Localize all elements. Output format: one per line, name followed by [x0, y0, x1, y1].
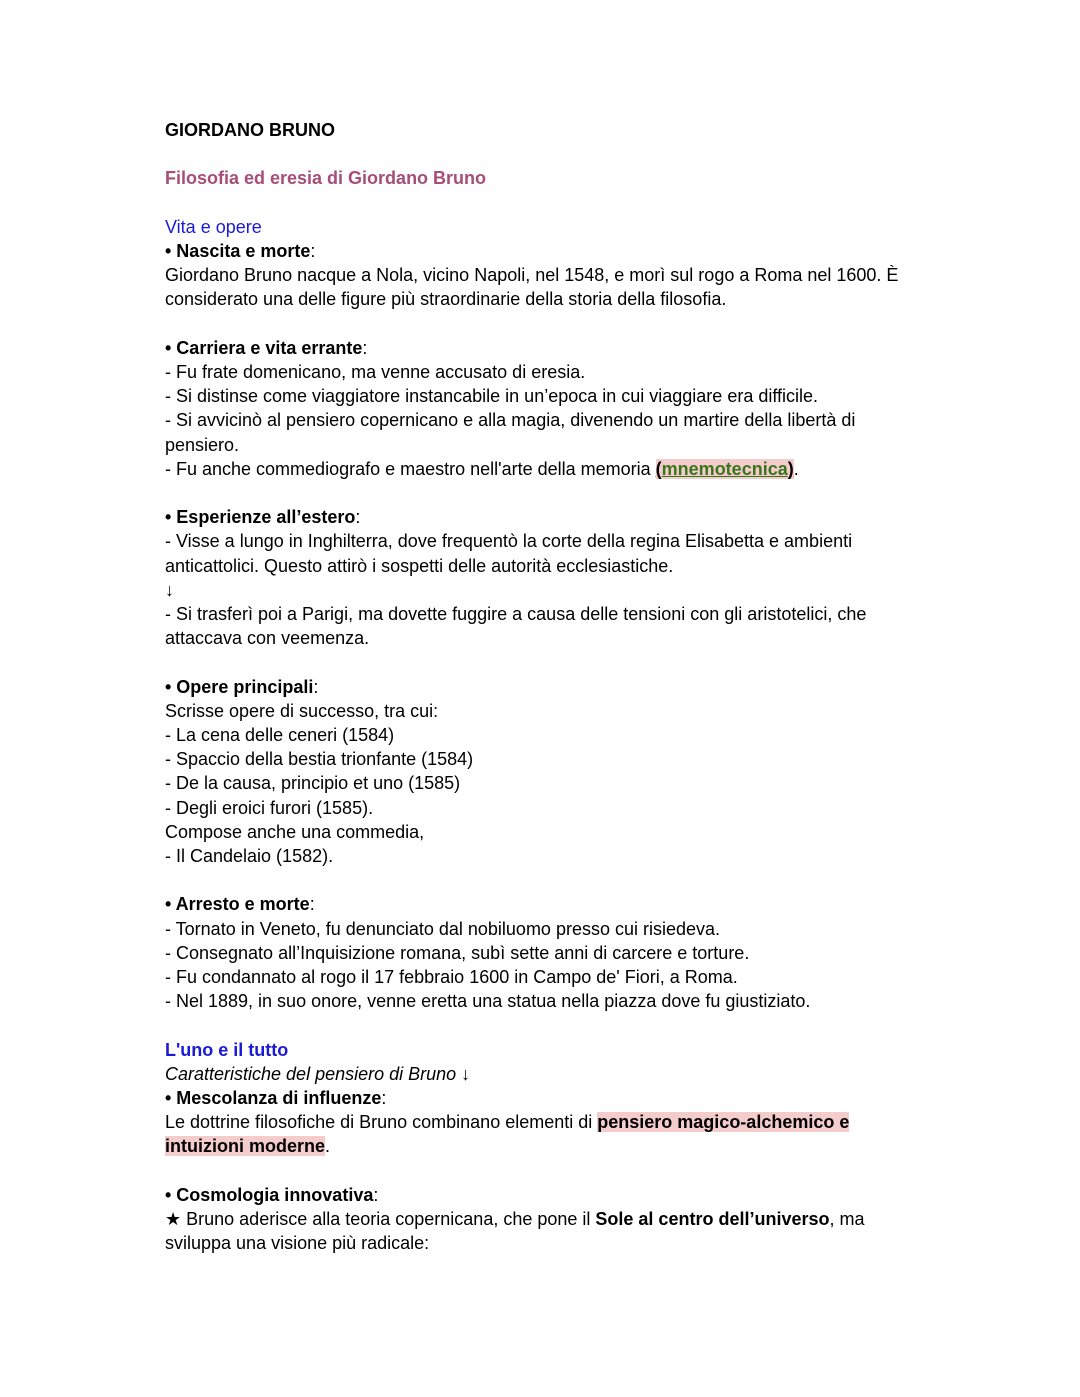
estero-label: • Esperienze all’estero — [165, 507, 356, 528]
cosmologia-text-prefix: ★ Bruno aderisce alla teoria copernicana, che pone il — [165, 1209, 596, 1230]
colon: : — [373, 1184, 379, 1205]
arresto-label-line — [165, 892, 925, 916]
paren-close: ) — [787, 458, 794, 479]
mescolanza-highlight: pensiero magico-alchemico e intuizioni moderne — [165, 1112, 850, 1157]
nascita-label-line — [165, 239, 925, 263]
document-body — [165, 118, 925, 1255]
document-subtitle: Filosofia ed eresia di Giordano Bruno — [165, 168, 487, 189]
colon: : — [309, 894, 315, 915]
section-heading-vita-e-opere: Vita e opere — [165, 216, 262, 237]
carriera-line-4-text: - Fu anche commediografo e maestro nell'arte della memoria — [165, 458, 656, 479]
document-title: GIORDANO BRUNO — [165, 120, 335, 140]
colon: : — [313, 676, 319, 697]
caratteristiche-subheading: Caratteristiche del pensiero di Bruno ↓ — [165, 1063, 471, 1084]
carriera-line-3: - Si avvicinò al pensiero copernicano e alla magia, divenendo un martire della libertà di pensiero. — [165, 410, 856, 455]
mescolanza-text-prefix: Le dottrine filosofiche di Bruno combinano elementi di — [165, 1112, 598, 1133]
section-heading-uno-e-tutto: L'uno e il tutto — [165, 1039, 289, 1060]
nascita-label: • Nascita e morte — [165, 240, 311, 261]
commedia-item: - Il Candelaio (1582). — [165, 846, 334, 867]
colon: : — [310, 240, 316, 261]
mescolanza-label: • Mescolanza di influenze — [165, 1088, 382, 1109]
carriera-line-4 — [165, 457, 925, 481]
estero-line-2: - Si trasferì poi a Parigi, ma dovette fuggire a causa delle tensioni con gli aristotelici, che attaccava con veemenza. — [165, 604, 867, 649]
commedia-intro: Compose anche una commedia, — [165, 821, 425, 842]
opera-item: - La cena delle ceneri (1584) — [165, 725, 395, 745]
carriera-label: • Carriera e vita errante — [165, 337, 363, 358]
colon: : — [355, 507, 361, 528]
mnemotecnica-text: mnemotecnica — [661, 458, 788, 479]
opera-item: - Degli eroici furori (1585). — [165, 797, 374, 818]
opera-item: - Spaccio della bestia trionfante (1584) — [165, 749, 474, 770]
cosmologia-label-line — [165, 1183, 925, 1207]
carriera-line-2: - Si distinse come viaggiatore instancabile in un’epoca in cui viaggiare era difficile. — [165, 386, 819, 407]
cosmologia-text-suffix: , ma sviluppa una visione più radicale: — [165, 1209, 865, 1254]
nascita-text: Giordano Bruno nacque a Nola, vicino Napoli, nel 1548, e morì sul rogo a Roma nel 1600. È considerato una delle figure più straordinarie della storia della filosofia. — [165, 265, 899, 310]
period: . — [325, 1136, 331, 1157]
opera-item: - De la causa, principio et uno (1585) — [165, 773, 461, 794]
arresto-line-1: - Tornato in Veneto, fu denunciato dal nobiluomo presso cui risiedeva. — [165, 918, 721, 939]
period: . — [793, 458, 799, 479]
arresto-label: • Arresto e morte — [165, 894, 310, 915]
mnemotecnica-term — [656, 459, 794, 479]
cosmologia-label: • Cosmologia innovativa — [165, 1184, 374, 1205]
carriera-line-1: - Fu frate domenicano, ma venne accusato di eresia. — [165, 361, 586, 382]
estero-label-line — [165, 505, 925, 529]
arresto-line-2: - Consegnato all’Inquisizione romana, subì sette anni di carcere e torture. — [165, 942, 750, 963]
opere-intro: Scrisse opere di successo, tra cui: — [165, 700, 439, 721]
cosmologia-text — [165, 1207, 925, 1255]
opere-label: • Opere principali — [165, 676, 314, 697]
down-arrow-icon: ↓ — [165, 579, 174, 600]
colon: : — [362, 337, 368, 358]
arresto-line-4: - Nel 1889, in suo onore, venne eretta una statua nella piazza dove fu giustiziato. — [165, 991, 811, 1012]
cosmologia-bold: Sole al centro dell’universo — [595, 1209, 830, 1230]
estero-line-1: - Visse a lungo in Inghilterra, dove frequentò la corte della regina Elisabetta e ambienti anticattolici. Questo attirò i sospetti delle autorità ecclesiastiche. — [165, 531, 853, 576]
colon: : — [381, 1088, 387, 1109]
opere-label-line — [165, 675, 925, 699]
paren-open: ( — [655, 458, 662, 479]
mescolanza-label-line — [165, 1086, 925, 1110]
mescolanza-text — [165, 1110, 925, 1158]
carriera-label-line — [165, 336, 925, 360]
arresto-line-3: - Fu condannato al rogo il 17 febbraio 1600 in Campo de' Fiori, a Roma. — [165, 967, 738, 988]
